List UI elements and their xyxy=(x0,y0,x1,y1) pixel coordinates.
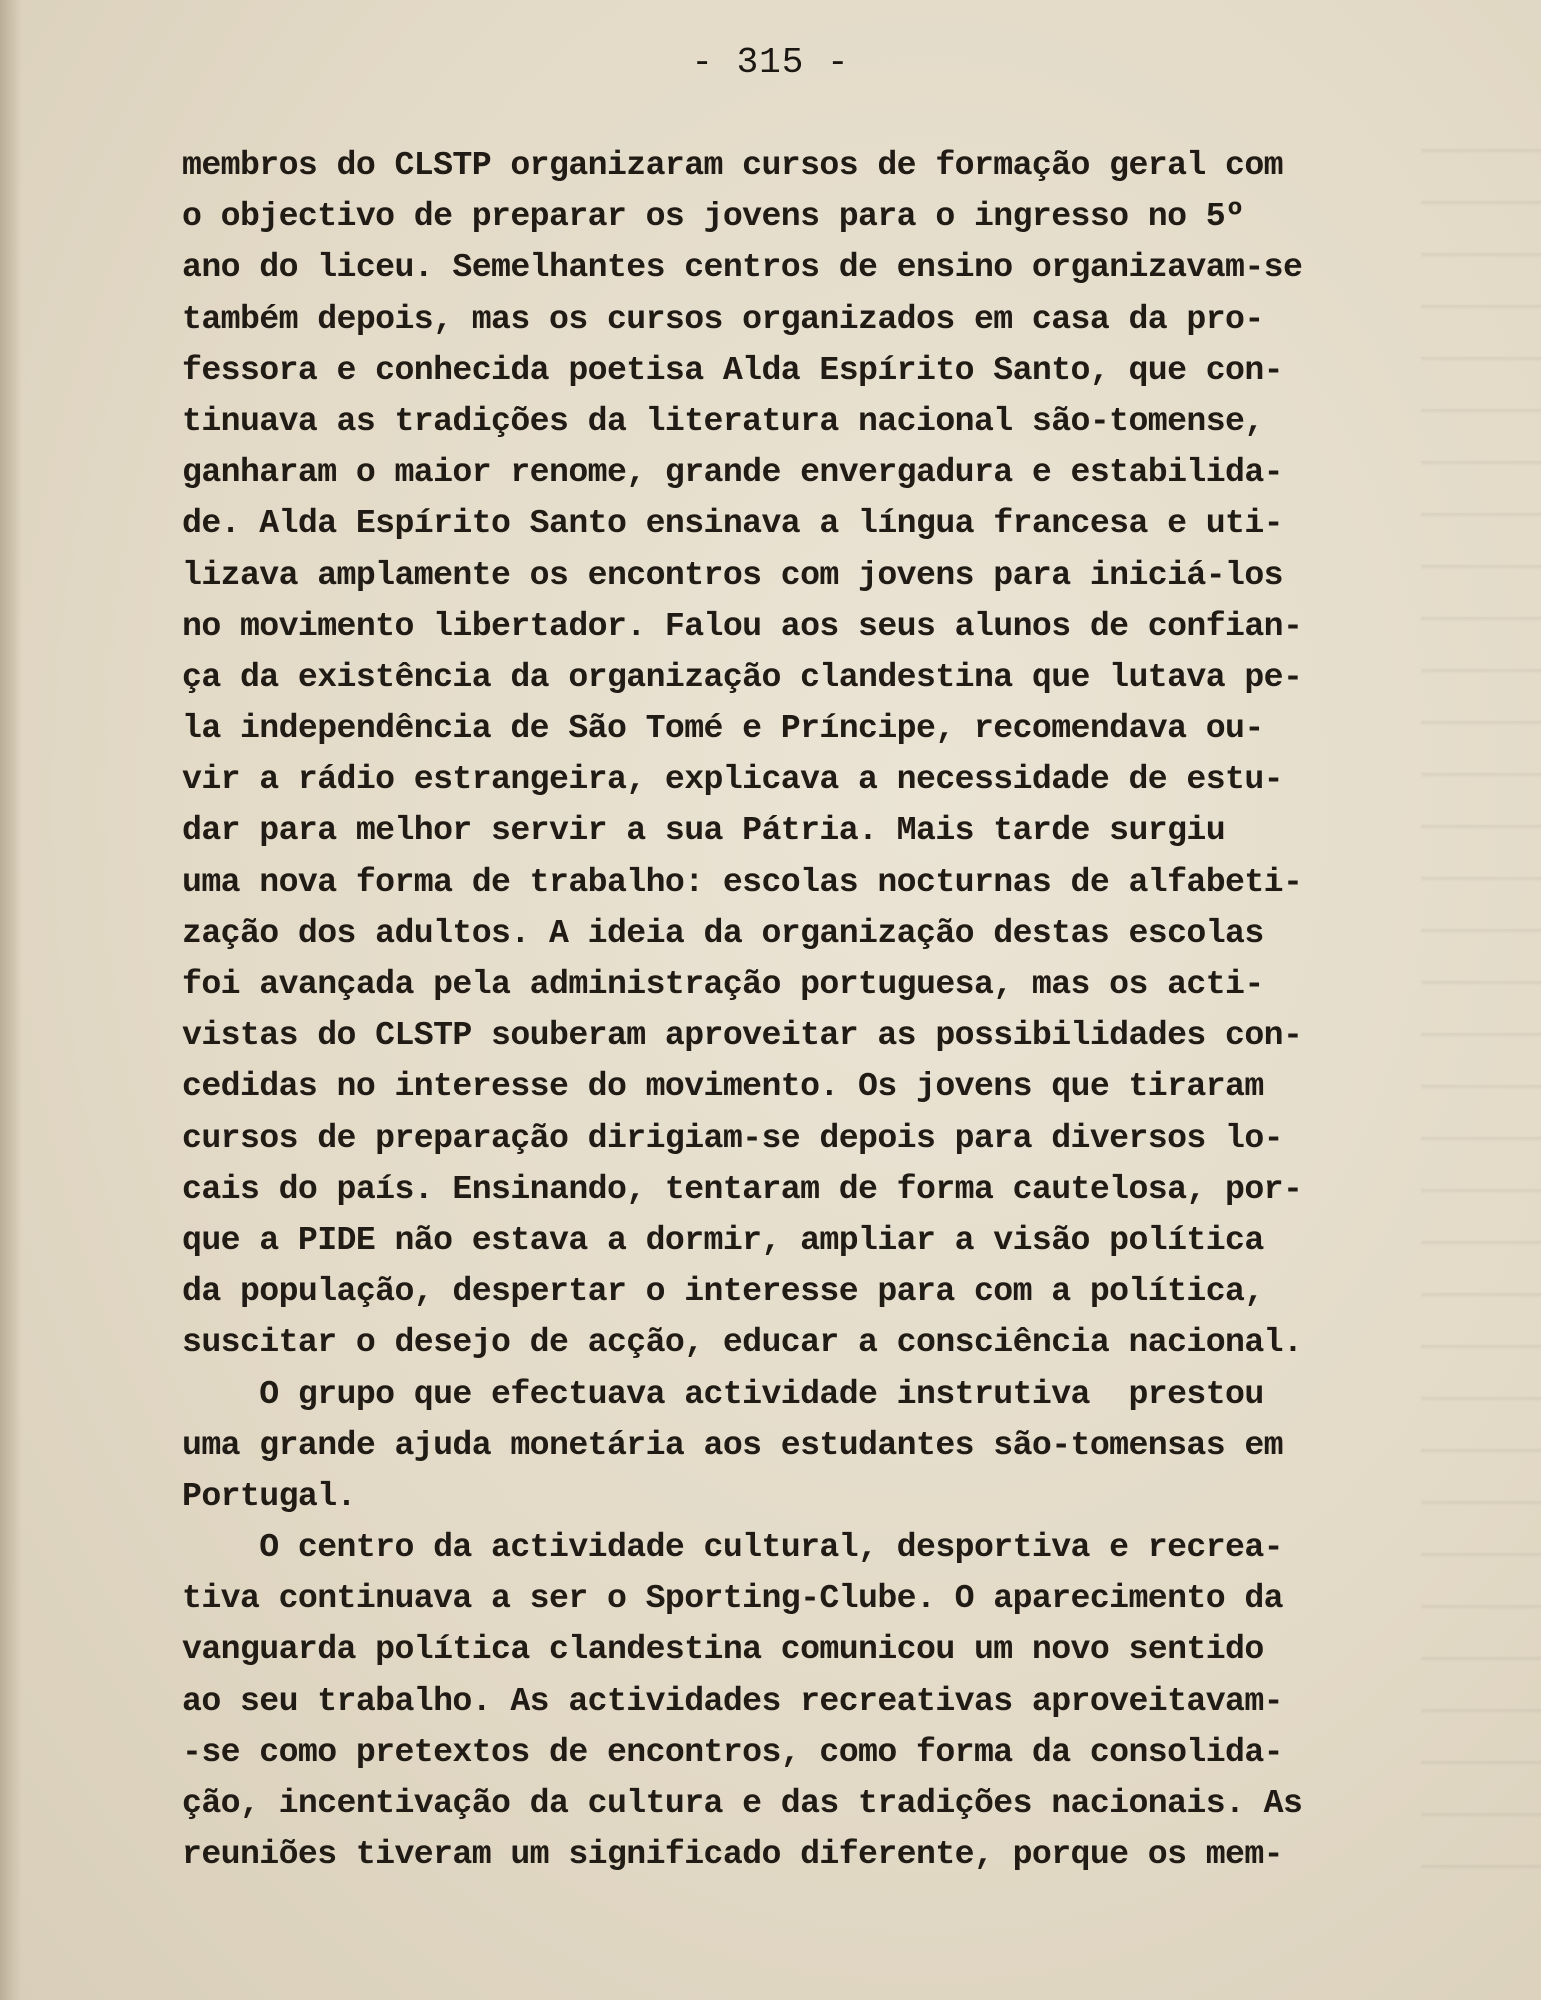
text-line: Portugal. xyxy=(182,1476,356,1515)
text-line: la independência de São Tomé e Príncipe, recomendava ou- xyxy=(182,709,1264,748)
text-line: ao seu trabalho. As actividades recreativas aproveitavam- xyxy=(182,1681,1283,1720)
text-line: membros do CLSTP organizaram cursos de formação geral com xyxy=(182,146,1283,184)
text-line: cursos de preparação dirigiam-se depois para diversos lo- xyxy=(182,1118,1283,1157)
text-line: de. Alda Espírito Santo ensinava a língua francesa e uti- xyxy=(182,504,1283,543)
text-line: vistas do CLSTP souberam aproveitar as possibilidades con- xyxy=(182,1016,1303,1055)
text-line: lizava amplamente os encontros com jovens para iniciá-los xyxy=(182,555,1283,594)
text-line: ça da existência da organização clandestina que lutava pe- xyxy=(182,657,1303,696)
text-line: vir a rádio estrangeira, explicava a necessidade de estu- xyxy=(182,760,1283,799)
text-line: zação dos adultos. A ideia da organização destas escolas xyxy=(182,913,1264,952)
text-line: reuniões tiveram um significado diferente, porque os mem- xyxy=(182,1835,1283,1874)
binding-shadow xyxy=(0,0,22,2000)
text-line: fessora e conhecida poetisa Alda Espírito Santo, que con- xyxy=(182,350,1283,389)
body-text xyxy=(182,140,1412,1880)
text-line: suscitar o desejo de acção, educar a consciência nacional. xyxy=(182,1323,1303,1362)
text-line: da população, despertar o interesse para com a política, xyxy=(182,1272,1264,1311)
text-line: também depois, mas os cursos organizados em casa da pro- xyxy=(182,299,1264,338)
text-line: O grupo que efectuava actividade instrutiva prestou xyxy=(182,1374,1264,1413)
text-line: foi avançada pela administração portuguesa, mas os acti- xyxy=(182,965,1264,1003)
page-number: - 315 - xyxy=(691,42,850,83)
text-line: tiva continuava a ser o Sporting-Clube. O aparecimento da xyxy=(182,1579,1283,1618)
text-line: cais do país. Ensinando, tentaram de forma cautelosa, por- xyxy=(182,1169,1303,1208)
text-line: que a PIDE não estava a dormir, ampliar a visão política xyxy=(182,1220,1264,1259)
show-through-texture xyxy=(1421,120,1541,1880)
text-line: uma nova forma de trabalho: escolas nocturnas de alfabeti- xyxy=(182,862,1303,901)
text-line: tinuava as tradições da literatura nacional são-tomense, xyxy=(182,401,1264,440)
text-line: o objectivo de preparar os jovens para o ingresso no 5º xyxy=(182,197,1245,236)
text-line: cedidas no interesse do movimento. Os jovens que tiraram xyxy=(182,1067,1264,1106)
text-line: -se como pretextos de encontros, como forma da consolida- xyxy=(182,1732,1283,1771)
text-line: ano do liceu. Semelhantes centros de ensino organizavam-se xyxy=(182,248,1303,287)
text-line: O centro da actividade cultural, desportiva e recrea- xyxy=(182,1528,1283,1567)
text-line: uma grande ajuda monetária aos estudantes são-tomensas em xyxy=(182,1425,1283,1464)
text-line: no movimento libertador. Falou aos seus alunos de confian- xyxy=(182,606,1303,645)
text-line: ganharam o maior renome, grande envergadura e estabilida- xyxy=(182,453,1283,492)
text-line: ção, incentivação da cultura e das tradições nacionais. As xyxy=(182,1784,1303,1822)
text-line: vanguarda política clandestina comunicou um novo sentido xyxy=(182,1630,1264,1669)
text-line: dar para melhor servir a sua Pátria. Mais tarde surgiu xyxy=(182,811,1226,850)
